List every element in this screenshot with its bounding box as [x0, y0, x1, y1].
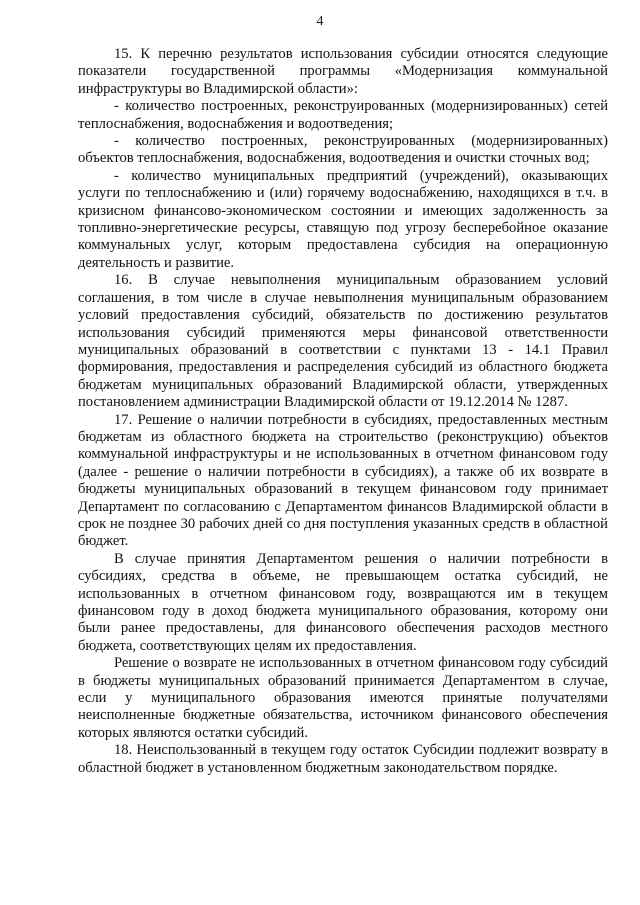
paragraph-16: 16. В случае невыполнения муниципальным образованием условий соглашения, в том числе в случае невыполнения муниципальным образованием условий предоставления субсидий, обязательств по достижению результатов использования субсидий применяются меры финансовой ответственности муниципальных образований в соответствии с пунктами 13 - 14.1 Правил формирования, предоставления и распределения субсидий из областного бюджета бюджетам муниципальных образований Владимирской области, утвержденных постановлением администрации Владимирской области от 19.12.2014 № 1287.	[78, 272, 608, 411]
page-number: 4	[316, 14, 324, 29]
paragraph-17: 17. Решение о наличии потребности в субсидиях, предоставленных местным бюджетам из областного бюджета на строительство (реконструкцию) объектов коммунальной инфраструктуры и не использованных в отчетном финансовом году (далее - решение о наличии потребности в субсидиях), а также об их возврате в бюджеты муниципальных образований в текущем финансовом году принимает Департамент по согласованию с Департаментом финансов Владимирской области в срок не позднее 30 рабочих дней со дня поступления указанных средств в областной бюджет.	[78, 411, 608, 550]
paragraph-17-return: Решение о возврате не использованных в отчетном финансовом году субсидий в бюджеты муниципальных образований принимается Департаментом в случае, если у муниципального образования имеются принятые получателями неисполненные бюджетные обязательства, источником финансового обеспечения которых являются остатки субсидий.	[78, 655, 608, 741]
paragraph-17-need: В случае принятия Департаментом решения о наличии потребности в субсидиях, средства в объеме, не превышающем остатка субсидий, не использованных в отчетном финансовом году, возвращаются им в текущем финансовом году в доход бюджета муниципального образования, которому они были ранее предоставлены, для финансового обеспечения расходов местного бюджета, соответствующих целям их предоставления.	[78, 550, 608, 654]
list-item-networks: - количество построенных, реконструированных (модернизированных) сетей теплоснабжения, водоснабжения и водоотведения;	[78, 98, 608, 132]
paragraph-15: 15. К перечню результатов использования субсидии относятся следующие показатели государственной программы «Модернизация коммунальной инфраструктуры во Владимирской области»:	[78, 46, 608, 97]
document-body	[78, 46, 608, 777]
paragraph-18: 18. Неиспользованный в текущем году остаток Субсидии подлежит возврату в областной бюджет в установленном бюджетным законодательством порядке.	[78, 742, 608, 776]
list-item-enterprises: - количество муниципальных предприятий (учреждений), оказывающих услуги по теплоснабжению и (или) горячему водоснабжению, находящихся в т.ч. в кризисном финансово-экономическом состоянии и имеющих задолженность за топливно-энергетические ресурсы, ставящую под угрозу бесперебойное оказание коммунальных услуг, которым предоставлена субсидия на операционную деятельность и развитие.	[78, 167, 608, 271]
list-item-objects: - количество построенных, реконструированных (модернизированных) объектов теплоснабжения, водоснабжения, водоотведения и очистки сточных вод;	[78, 133, 608, 167]
